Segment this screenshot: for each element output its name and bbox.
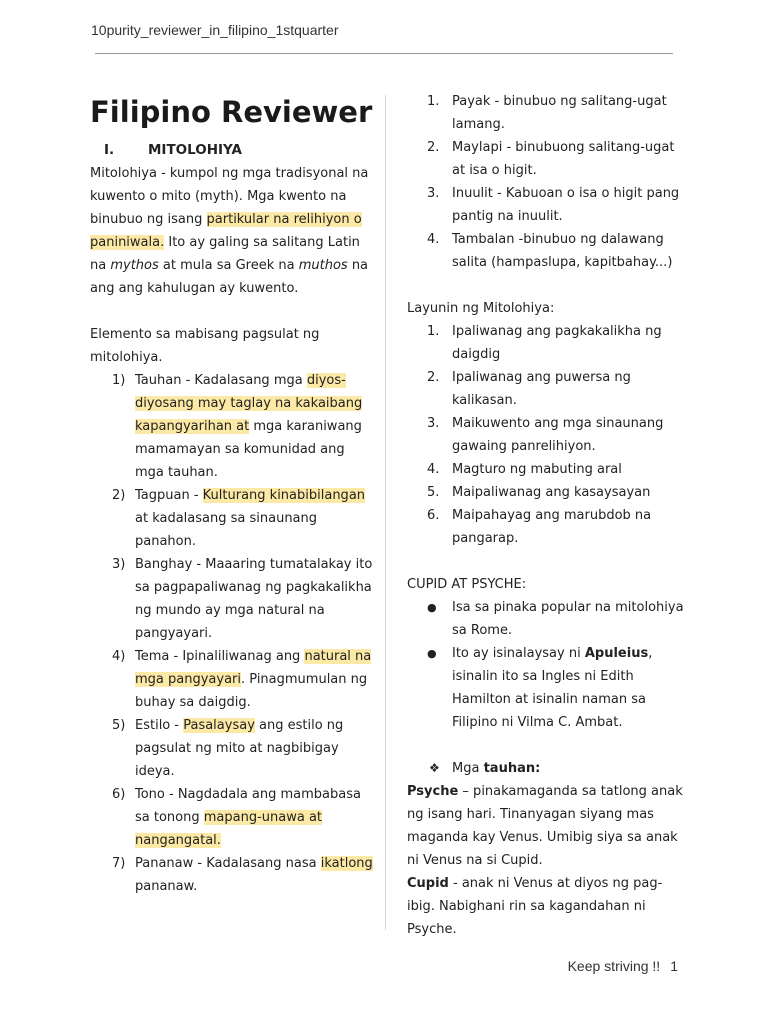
list-item <box>90 714 375 783</box>
author-name: Apuleius <box>584 646 649 661</box>
list-item-number: 4) <box>112 649 126 664</box>
list-item-number: 3. <box>427 186 440 201</box>
list-item-number: 1. <box>427 324 440 339</box>
list-item <box>407 136 687 182</box>
list-item-text: Tauhan - Kadalasang mga diyos-diyosang may taglay na kakaibang kapangyarihan at mga karaniwang mamamayan sa komunidad ang mga tauhan. <box>135 373 363 480</box>
list-item-number: 6. <box>427 508 440 523</box>
list-item <box>90 553 375 645</box>
list-item-text: Tagpuan - Kulturang kinabibilangan at kadalasang sa sinaunang panahon. <box>135 488 366 549</box>
list-item-number: 4. <box>427 462 440 477</box>
psyche-description: Psyche – pinakamaganda sa tatlong anak ng isang hari. Tinanyagan siyang mas maganda kay Venus. Umibig siya sa anak ni Venus na si Cupid. <box>407 784 683 868</box>
character-name: Psyche <box>407 784 459 799</box>
list-item <box>407 228 687 274</box>
list-item <box>407 320 687 366</box>
list-item-number: 5. <box>427 485 440 500</box>
list-item-number: 1. <box>427 94 440 109</box>
intro-text: Mitolohiya - kumpol ng mga tradisyonal na kuwento o mito (myth). Mga kwento na binubuo ng isang <box>90 166 369 227</box>
section-number: I. <box>104 142 115 158</box>
list-item <box>407 596 687 642</box>
list-item-text: Magturo ng mabuting aral <box>452 462 622 477</box>
column-divider <box>385 95 386 930</box>
list-item-text: Ipaliwanag ang pagkakalikha ng daigdig <box>452 324 662 362</box>
cupid-bullets <box>407 596 687 734</box>
list-item-number: 4. <box>427 232 440 247</box>
list-item <box>90 369 375 484</box>
bullet-icon: ● <box>427 601 437 614</box>
page-number: 1 <box>670 958 678 974</box>
list-item-text: Banghay - Maaaring tumatalakay ito sa pagpapaliwanag ng pagkakalikha ng mundo ay mga natural na pangyayari. <box>135 557 373 641</box>
list-item-text: Tambalan -binubuo ng dalawang salita (hampaslupa, kapitbahay...) <box>452 232 673 270</box>
list-item <box>90 783 375 852</box>
intro-text: na ang ang kahulugan ay kuwento. <box>90 258 369 296</box>
list-item-text: Tema - Ipinaliliwanag ang natural na mga pangyayari. Pinagmumulan ng buhay sa daigdig. <box>135 649 372 710</box>
section-heading <box>90 138 375 162</box>
character-name: Cupid <box>407 876 449 891</box>
list-item-text: Estilo - Pasalaysay ang estilo ng pagsulat ng mito at nagbibigay ideya. <box>135 718 344 779</box>
list-item-text: Payak - binubuo ng salitang-ugat lamang. <box>452 94 667 132</box>
list-item-text: Maikuwento ang mga sinaunang gawaing panrelihiyon. <box>452 416 664 454</box>
list-item-number: 3. <box>427 416 440 431</box>
list-item <box>407 366 687 412</box>
intro-text: Ito ay galing sa salitang Latin na <box>90 235 360 273</box>
intro-muthos: muthos <box>298 258 348 273</box>
list-item-number: 1) <box>112 373 126 388</box>
list-item-number: 2. <box>427 140 440 155</box>
list-item <box>407 642 687 734</box>
list-item <box>407 504 687 550</box>
page-footer <box>568 958 678 974</box>
footer-text: Keep striving !! <box>567 958 661 974</box>
intro-mythos: mythos <box>110 258 159 273</box>
list-item-number: 3) <box>112 557 126 572</box>
intro-text: at mula sa Greek na <box>158 258 299 273</box>
tauhan-heading: ❖ Mga tauhan: <box>407 757 687 780</box>
left-column <box>90 92 375 898</box>
intro-highlight: partikular na relihiyon o paniniwala. <box>90 212 362 250</box>
list-item <box>407 481 687 504</box>
list-item <box>407 412 687 458</box>
cupid-heading: CUPID AT PSYCHE: <box>407 577 527 592</box>
page-title: Filipino Reviewer <box>90 95 373 129</box>
list-item-number: 2) <box>112 488 126 503</box>
list-item <box>90 484 375 553</box>
list-item-text: Tono - Nagdadala ang mambabasa sa tonong mapang-unawa at nangangatal. <box>135 787 361 848</box>
list-item-number: 6) <box>112 787 126 802</box>
diamond-bullet-icon: ❖ <box>429 761 440 775</box>
list-item-number: 2. <box>427 370 440 385</box>
cupid-description: Cupid - anak ni Venus at diyos ng pag-ibig. Nabighani rin sa kagandahan ni Psyche. <box>407 876 663 937</box>
list-item <box>407 182 687 228</box>
list-item-number: 5) <box>112 718 126 733</box>
list-item-text: Maipahayag ang marubdob na pangarap. <box>452 508 652 546</box>
list-item-number: 7) <box>112 856 126 871</box>
section-title: MITOLOHIYA <box>148 142 242 158</box>
list-item <box>407 458 687 481</box>
bullet-icon: ● <box>427 647 437 660</box>
list-item-text: Maylapi - binubuong salitang-ugat at isa o higit. <box>452 140 675 178</box>
elemento-heading: Elemento sa mabisang pagsulat ng mitolohiya. <box>90 327 320 365</box>
header-divider <box>95 53 673 54</box>
list-item-text: Isa sa pinaka popular na mitolohiya sa Rome. <box>452 600 684 638</box>
word-types-list <box>407 90 687 274</box>
list-item-text: Ito ay isinalaysay ni Apuleius, isinalin ito sa Ingles ni Edith Hamilton at isinalin naman sa Filipino ni Vilma C. Ambat. <box>452 646 653 730</box>
layunin-list <box>407 320 687 550</box>
list-item-text: Ipaliwanag ang puwersa ng kalikasan. <box>452 370 631 408</box>
list-item <box>90 852 375 898</box>
document-filename: 10purity_reviewer_in_filipino_1stquarter <box>91 22 339 38</box>
intro-paragraph <box>90 162 375 300</box>
list-item-text: Inuulit - Kabuoan o isa o higit pang pantig na inuulit. <box>452 186 680 224</box>
list-item <box>407 90 687 136</box>
list-item-text: Maipaliwanag ang kasaysayan <box>452 485 651 500</box>
list-item-text: Pananaw - Kadalasang nasa ikatlong pananaw. <box>135 856 373 894</box>
list-item <box>90 645 375 714</box>
right-column <box>407 90 687 941</box>
layunin-heading: Layunin ng Mitolohiya: <box>407 301 555 316</box>
elements-list <box>90 369 375 898</box>
